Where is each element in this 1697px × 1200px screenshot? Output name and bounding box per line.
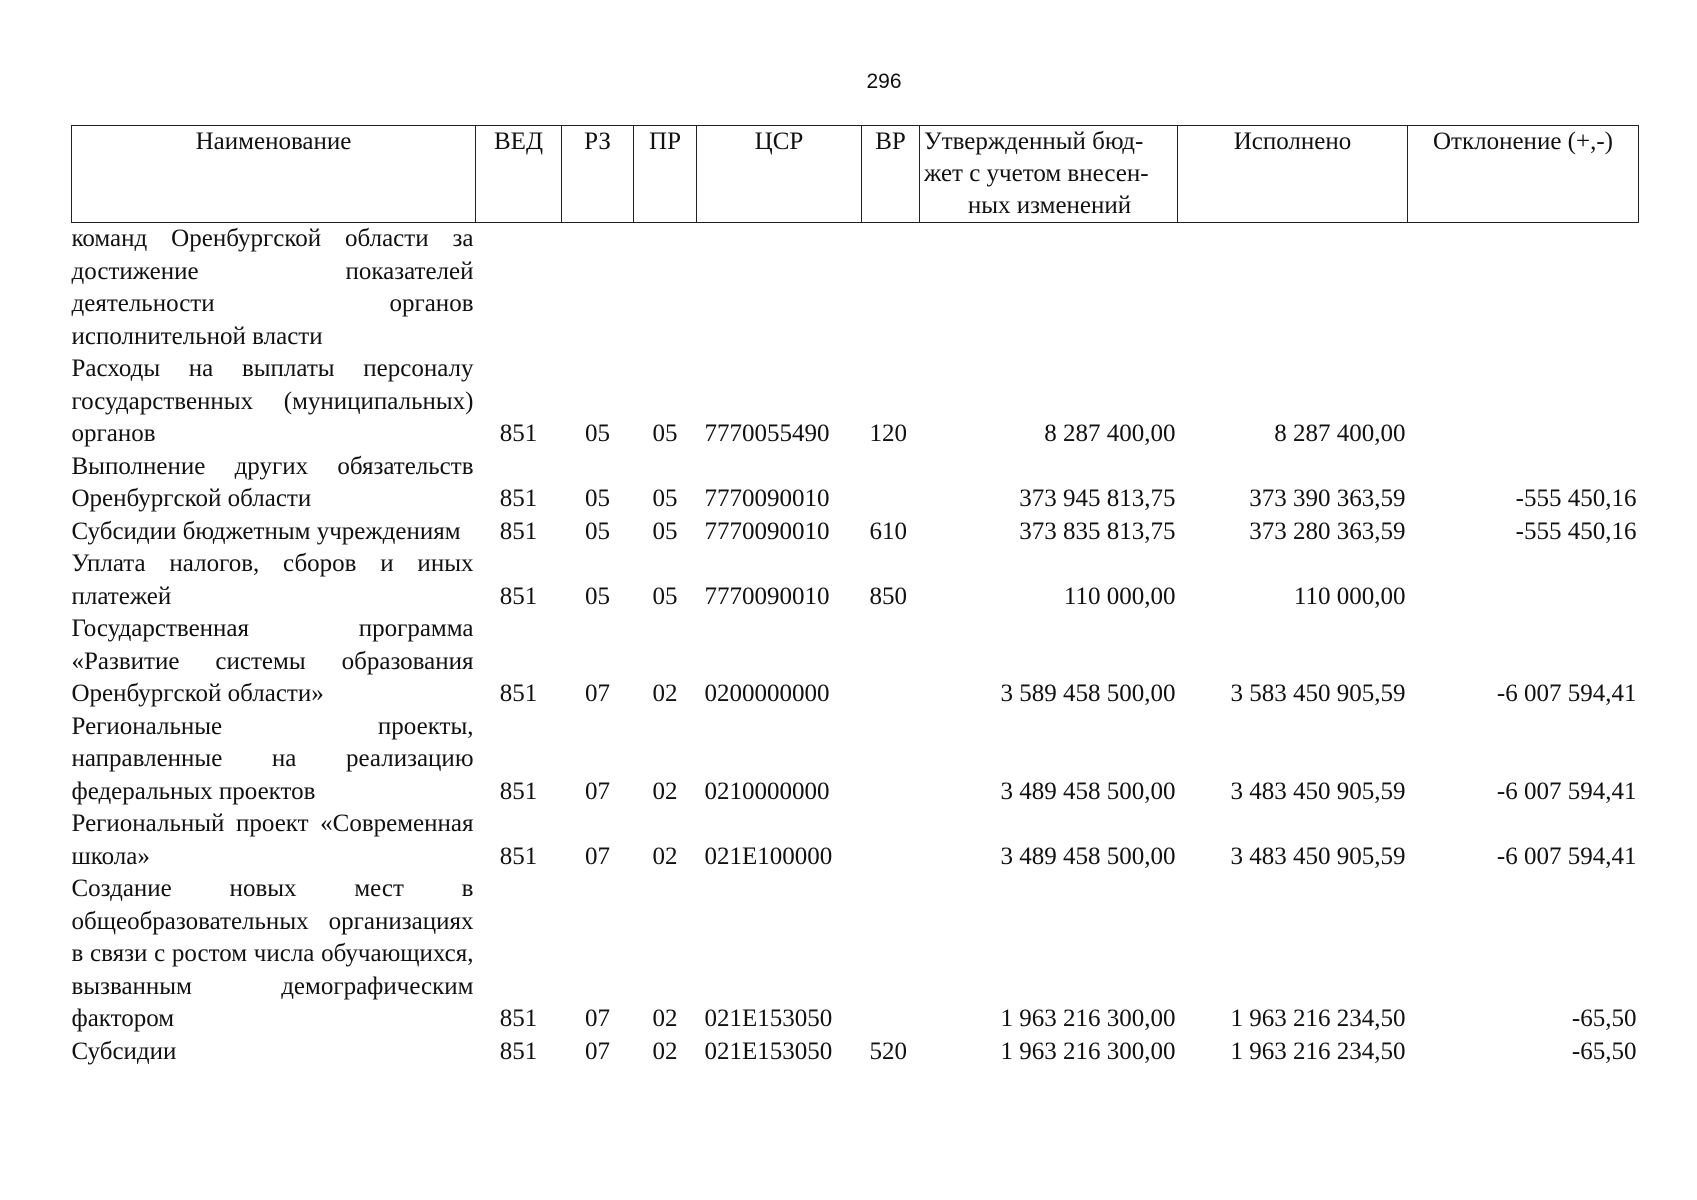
row-done: 3 483 450 905,59 <box>1230 777 1406 805</box>
row-ved: 851 <box>499 842 538 870</box>
row-deviation: -555 450,16 <box>1515 485 1637 512</box>
row-pr <box>634 223 697 354</box>
row-budget: 1 963 216 300,00 <box>1000 1005 1176 1032</box>
header-budget-line-3: ных изменений <box>967 192 1132 219</box>
row-budget: 8 287 400,00 <box>1044 420 1176 447</box>
row-done: 373 280 363,59 <box>1249 517 1406 545</box>
row-name: Создание новых мест в общеобразовательных организациях в связи с ростом числа обучающихся, вызванным демографическим фактором <box>71 875 474 1032</box>
table-row <box>72 451 1639 516</box>
row-csr: 021E100000 <box>704 842 833 870</box>
row-vr: 850 <box>869 582 907 610</box>
row-deviation: -6 007 594,41 <box>1496 680 1637 707</box>
row-vr <box>862 223 920 354</box>
row-name: Уплата налогов, сборов и иных платежей <box>71 550 474 610</box>
table-body <box>72 223 1639 1069</box>
row-name: команд Оренбургской области за достижение показателей деятельности органов исполнительной власти <box>71 225 474 350</box>
row-pr: 02 <box>652 680 678 707</box>
row-name: Расходы на выплаты персоналу государственных (муниципальных) органов <box>71 355 474 447</box>
row-pr: 05 <box>652 582 678 610</box>
row-budget: 373 835 813,75 <box>1019 517 1176 545</box>
row-ved: 851 <box>499 1037 538 1065</box>
row-csr: 0200000000 <box>704 680 830 707</box>
row-pr: 05 <box>652 420 678 447</box>
row-csr: 7770090010 <box>704 485 830 512</box>
row-rz: 05 <box>585 582 610 610</box>
row-done: 1 963 216 234,50 <box>1230 1005 1406 1032</box>
row-rz <box>562 223 634 354</box>
row-ved: 851 <box>499 680 538 707</box>
row-done: 3 583 450 905,59 <box>1230 680 1406 707</box>
header-budget <box>920 126 1178 223</box>
row-deviation <box>1408 353 1639 451</box>
row-budget: 3 489 458 500,00 <box>1000 777 1176 805</box>
row-name: Региональный проект «Современная школа» <box>71 810 474 870</box>
row-rz: 07 <box>585 1037 610 1065</box>
row-vr <box>862 613 920 711</box>
table-row <box>72 548 1639 613</box>
row-deviation: -65,50 <box>1571 1037 1637 1065</box>
row-pr: 02 <box>652 1037 678 1065</box>
row-ved: 851 <box>499 485 538 512</box>
row-vr: 610 <box>869 517 907 545</box>
row-deviation: -6 007 594,41 <box>1496 842 1637 870</box>
row-deviation <box>1408 548 1639 613</box>
row-pr: 02 <box>652 777 678 805</box>
row-pr: 05 <box>652 485 678 512</box>
table-row <box>72 223 1639 354</box>
row-done: 1 963 216 234,50 <box>1230 1037 1406 1065</box>
row-name: Государственная программа «Развитие системы образования Оренбургской области» <box>71 615 474 707</box>
row-csr: 7770090010 <box>704 517 830 545</box>
row-vr: 120 <box>869 420 907 447</box>
row-ved <box>476 223 562 354</box>
table-row <box>72 353 1639 451</box>
row-csr: 021E153050 <box>704 1005 833 1032</box>
row-ved: 851 <box>499 582 538 610</box>
row-rz: 07 <box>585 777 610 805</box>
table-row <box>72 711 1639 809</box>
row-budget <box>920 223 1178 354</box>
row-vr <box>862 873 920 1036</box>
row-budget: 1 963 216 300,00 <box>1000 1037 1176 1065</box>
row-name: Субсидии <box>71 1037 177 1065</box>
row-done: 8 287 400,00 <box>1274 420 1406 447</box>
row-budget: 110 000,00 <box>1063 582 1176 610</box>
row-rz: 05 <box>585 420 610 447</box>
row-budget: 373 945 813,75 <box>1019 485 1176 512</box>
budget-table <box>71 125 1639 1068</box>
header-rz: РЗ <box>562 126 634 223</box>
row-csr <box>697 223 862 354</box>
header-name: Наименование <box>72 126 476 223</box>
row-vr: 520 <box>869 1037 907 1065</box>
row-name: Выполнение других обязательств Оренбургской области <box>71 452 474 512</box>
row-vr <box>862 711 920 809</box>
row-pr: 05 <box>652 517 678 545</box>
header-csr: ЦСР <box>697 126 862 223</box>
table-row <box>72 613 1639 711</box>
row-pr: 02 <box>652 842 678 870</box>
row-done: 110 000,00 <box>1293 582 1406 610</box>
row-done: 3 483 450 905,59 <box>1230 842 1406 870</box>
row-rz: 05 <box>585 517 610 545</box>
row-pr: 02 <box>652 1005 678 1032</box>
row-ved: 851 <box>499 517 538 545</box>
header-pr: ПР <box>634 126 697 223</box>
row-csr: 7770055490 <box>704 420 830 447</box>
row-deviation: -6 007 594,41 <box>1496 777 1637 805</box>
row-name: Региональные проекты, направленные на реализацию федеральных проектов <box>71 712 474 805</box>
row-rz: 07 <box>585 680 610 707</box>
row-deviation <box>1408 223 1639 354</box>
header-vr: ВР <box>862 126 920 223</box>
row-ved: 851 <box>499 1005 538 1032</box>
row-vr <box>862 808 920 873</box>
table-row <box>72 808 1639 873</box>
row-deviation: -65,50 <box>1571 1005 1637 1032</box>
row-ved: 851 <box>499 777 538 805</box>
header-deviation: Отклонение (+,-) <box>1408 126 1639 223</box>
row-rz: 07 <box>585 1005 610 1032</box>
header-ved: ВЕД <box>476 126 562 223</box>
row-done <box>1178 223 1408 354</box>
header-done: Исполнено <box>1178 126 1408 223</box>
page-number: 296 <box>866 70 902 93</box>
header-budget-line-1: Утвержденный бюд- <box>924 128 1144 155</box>
row-csr: 7770090010 <box>704 582 830 610</box>
row-vr <box>862 451 920 516</box>
table-row <box>72 1036 1639 1069</box>
row-deviation: -555 450,16 <box>1515 517 1637 545</box>
row-done: 373 390 363,59 <box>1249 485 1406 512</box>
row-name: Субсидии бюджетным учреждениям <box>71 517 461 545</box>
table-row <box>72 516 1639 549</box>
row-rz: 07 <box>585 842 610 870</box>
header-budget-line-2: жет с учетом внесен- <box>924 160 1149 187</box>
table-row <box>72 873 1639 1036</box>
table-header <box>72 126 1639 223</box>
row-ved: 851 <box>499 420 538 447</box>
row-csr: 0210000000 <box>704 777 830 805</box>
row-budget: 3 489 458 500,00 <box>1000 842 1176 870</box>
row-budget: 3 589 458 500,00 <box>1000 680 1176 707</box>
row-csr: 021E153050 <box>704 1037 833 1065</box>
row-rz: 05 <box>585 485 610 512</box>
